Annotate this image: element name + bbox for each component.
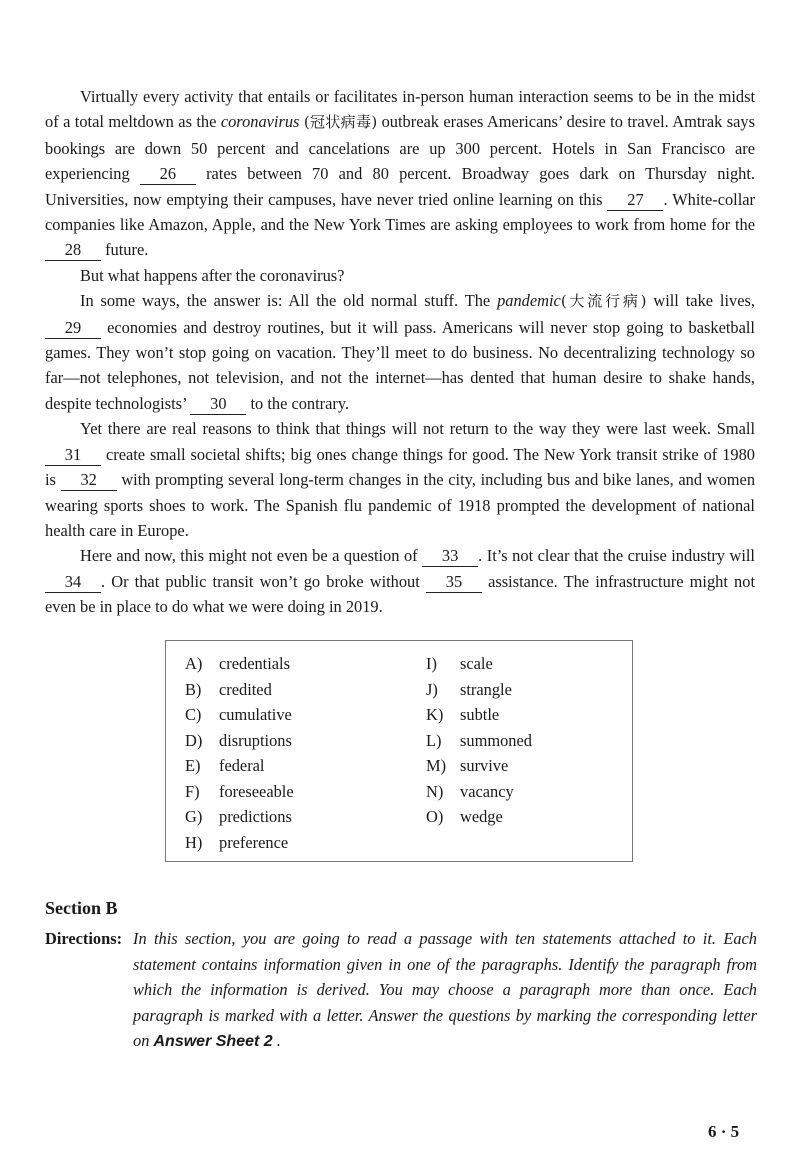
text-segment: to the contrary. <box>246 393 350 413</box>
answer-sheet-label: Answer Sheet 2 <box>153 1033 273 1050</box>
word-option <box>185 702 294 728</box>
option-word: wedge <box>460 807 503 826</box>
word-bank-box <box>165 640 633 862</box>
option-letter: H) <box>185 832 203 852</box>
word-option <box>426 702 532 728</box>
word-option <box>426 651 532 677</box>
word-bank-column-right <box>426 651 532 830</box>
word-option <box>185 779 294 805</box>
text-segment: economies and destroy routines, but it will pass. Americans will never stop going to basketball games. They won’t stop going on vacation. They’ll meet to do business. No decentralizing technology so far—not telephones, not television, and not the internet—has dented that human desire to shake hands, despite technologists’ <box>45 317 755 413</box>
option-word: preference <box>219 832 289 852</box>
blank-32: 32 <box>61 470 117 491</box>
option-word: summoned <box>460 730 532 750</box>
option-word: vacancy <box>460 781 514 801</box>
paragraph-3 <box>45 288 755 416</box>
text-segment: create small societal shifts; big ones change things for good. The New York transit strike of 1980 is <box>45 444 755 490</box>
section-b-title: Section B <box>45 898 118 918</box>
cloze-passage <box>45 84 755 620</box>
paragraph-2: But what happens after the coronavirus? <box>80 265 345 285</box>
option-word: credited <box>219 679 272 699</box>
word-option <box>426 753 532 779</box>
text-segment: . Or that public transit won’t go broke without <box>101 571 426 591</box>
blank-31: 31 <box>45 445 101 466</box>
option-word: cumulative <box>219 705 292 724</box>
blank-33: 33 <box>422 546 478 567</box>
option-letter: B) <box>185 679 202 699</box>
option-word: credentials <box>219 654 290 673</box>
gloss-chinese-pandemic: (大流行病) <box>560 292 647 311</box>
gloss-term-coronavirus: coronavirus <box>220 112 300 132</box>
text-segment: assistance. The infrastructure might not even be in place to do what we were doing in 2019. <box>45 571 755 617</box>
word-option <box>185 830 294 856</box>
text-segment: . It’s not clear that the cruise industry will <box>478 546 755 566</box>
word-option <box>426 804 532 830</box>
gloss-chinese-coronavirus: (冠状病毒) <box>303 113 378 132</box>
directions-block <box>45 926 757 1055</box>
blank-30: 30 <box>190 394 246 415</box>
text-segment: In some ways, the answer is: All the old normal stuff. The <box>80 291 498 311</box>
paragraph-1 <box>45 84 755 263</box>
option-word: disruptions <box>219 730 292 750</box>
option-letter: L) <box>426 730 442 750</box>
directions-end: . <box>272 1031 281 1050</box>
blank-35: 35 <box>426 572 482 593</box>
text-segment: Here and now, this might not even be a question of <box>80 546 423 566</box>
text-segment: future. <box>101 240 149 260</box>
text-segment: . White-collar companies like Amazon, Apple, and the New York Times are asking employees to work from home for the <box>45 189 756 235</box>
paragraph-5 <box>45 543 755 619</box>
blank-29: 29 <box>45 318 101 339</box>
word-option <box>185 677 294 703</box>
option-letter: I) <box>426 654 437 673</box>
word-option <box>185 728 294 754</box>
blank-28: 28 <box>45 240 101 261</box>
option-word: subtle <box>460 705 500 724</box>
option-letter: K) <box>426 705 444 724</box>
option-letter: D) <box>185 730 203 750</box>
word-option <box>185 753 294 779</box>
word-bank-column-left <box>185 651 294 855</box>
gloss-term-pandemic: pandemic <box>497 291 561 311</box>
blank-34: 34 <box>45 572 101 593</box>
directions-label: Directions: <box>45 929 123 948</box>
word-option <box>426 677 532 703</box>
option-letter: G) <box>185 807 203 826</box>
option-word: foreseeable <box>219 781 294 801</box>
option-letter: F) <box>185 781 200 801</box>
option-letter: M) <box>426 756 447 775</box>
option-letter: E) <box>185 756 201 775</box>
option-word: predictions <box>219 807 292 826</box>
paragraph-4 <box>45 416 755 543</box>
option-word: scale <box>460 654 493 673</box>
option-word: federal <box>219 756 265 775</box>
text-segment: rates between 70 and 80 percent. Broadway goes dark on Thursday night. Universities, now emptying their campuses, have never tried online learning on this <box>45 164 755 209</box>
option-letter: N) <box>426 781 444 801</box>
blank-27: 27 <box>607 190 663 211</box>
blank-26: 26 <box>140 164 196 185</box>
page-number: 6 · 5 <box>708 1122 740 1141</box>
word-option <box>185 804 294 830</box>
text-segment: with prompting several long-term changes in the city, including bus and bike lanes, and women wearing sports shoes to work. The Spanish flu pandemic of 1918 prompted the development of national health care in Europe. <box>45 470 756 540</box>
word-option <box>185 651 294 677</box>
option-letter: J) <box>426 679 438 699</box>
directions-text <box>133 926 757 1055</box>
option-word: strangle <box>460 679 512 699</box>
word-option <box>426 728 532 754</box>
text-segment: Yet there are real reasons to think that things will not return to the way they were last week. Small <box>80 419 755 439</box>
text-segment: Virtually every activity that entails or facilitates in-person human interaction seems to be in the midst of a total meltdown as the <box>45 87 755 132</box>
text-segment: will take lives, <box>646 291 755 311</box>
text-segment: outbreak erases Americans’ desire to travel. Amtrak says bookings are down 50 percent and cancelations are up 300 percent. Hotels in San Francisco are experiencing <box>45 112 755 184</box>
option-letter: O) <box>426 807 444 826</box>
option-word: survive <box>460 756 509 775</box>
option-letter: C) <box>185 705 202 724</box>
option-letter: A) <box>185 654 203 673</box>
word-option <box>426 779 532 805</box>
directions-body: In this section, you are going to read a passage with ten statements attached to it. Each statement contains information given in one of the paragraphs. Identify the paragraph from which the information is derived. You may choose a paragraph more than once. Each paragraph is marked with a letter. Answer the questions by marking the corresponding letter on <box>133 929 757 1050</box>
